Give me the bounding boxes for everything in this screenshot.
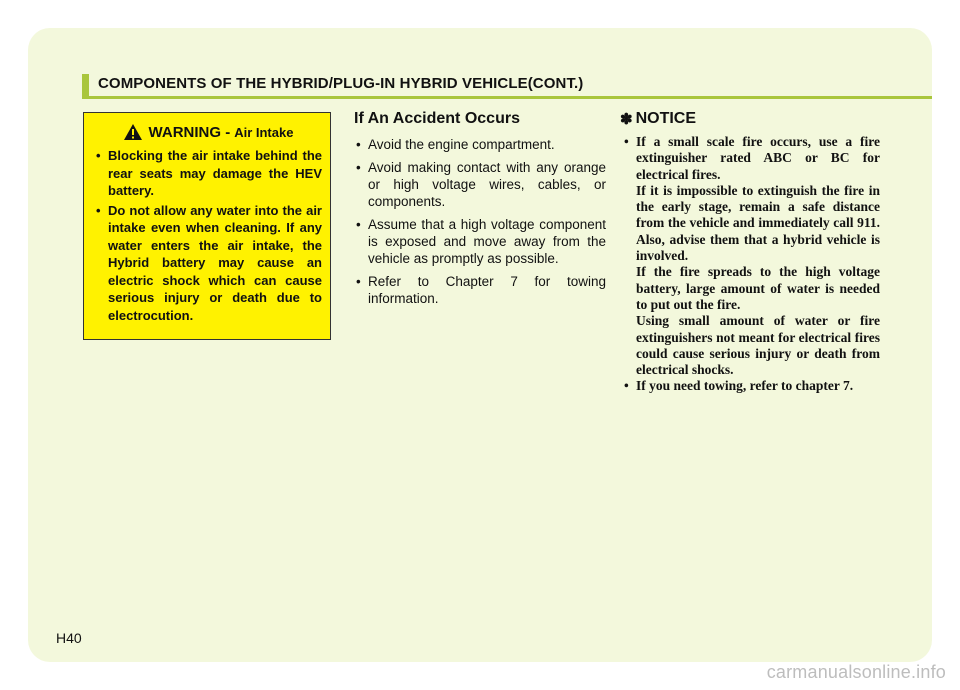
accident-list — [354, 136, 606, 307]
accident-item: • Assume that a high voltage component is exposed and move away from the vehicle as promptly as possible. — [354, 216, 606, 267]
warning-item: • Blocking the air intake behind the rear seats may damage the HEV battery. — [94, 147, 322, 200]
watermark: carmanualsonline.info — [766, 662, 946, 682]
accident-item: • Avoid the engine compartment. — [354, 136, 606, 153]
notice-paragraph: Using small amount of water or fire extinguishers not meant for electrical fires could cause serious injury or death from electrical shocks. — [636, 313, 880, 378]
notice-paragraph: If it is impossible to extinguish the fire in the early stage, remain a safe distance from the vehicle and immediately call 911. Also, advise them that a hybrid vehicle is involved. — [636, 182, 880, 264]
section-header — [82, 74, 932, 99]
notice-list — [620, 134, 880, 395]
accident-title: If An Accident Occurs — [354, 110, 520, 127]
notice-section — [620, 110, 880, 395]
warning-label: WARNING - — [148, 123, 231, 141]
warning-box — [83, 112, 331, 340]
header-accent-bar — [82, 74, 89, 96]
warning-item: • Do not allow any water into the air intake even when cleaning. If any water enters the air intake, the Hybrid battery may cause an electric shock which can cause serious injury or death due to electrocution. — [94, 202, 322, 325]
notice-title: NOTICE — [635, 110, 697, 127]
notice-item: • If you need towing, refer to chapter 7. — [620, 378, 880, 394]
notice-paragraph: If the fire spreads to the high voltage battery, large amount of water is needed to put out the fire. — [636, 264, 880, 312]
notice-item — [620, 134, 880, 378]
page-number: H40 — [56, 630, 82, 646]
notice-heading — [620, 110, 880, 128]
warning-subtitle: Air Intake — [234, 124, 294, 140]
accident-item: • Refer to Chapter 7 for towing information. — [354, 273, 606, 307]
notice-star-icon: ✽ — [620, 111, 633, 128]
accident-section — [354, 110, 606, 313]
warning-heading — [94, 123, 322, 141]
notice-paragraph: • If a small scale fire occurs, use a fire extinguisher rated ABC or BC for electrical fires. — [636, 134, 880, 182]
warning-list — [94, 147, 322, 324]
section-title: COMPONENTS OF THE HYBRID/PLUG-IN HYBRID VEHICLE(CONT.) — [98, 75, 584, 92]
accident-item: • Avoid making contact with any orange or high voltage wires, cables, or components. — [354, 159, 606, 210]
warning-triangle-icon — [123, 123, 143, 141]
